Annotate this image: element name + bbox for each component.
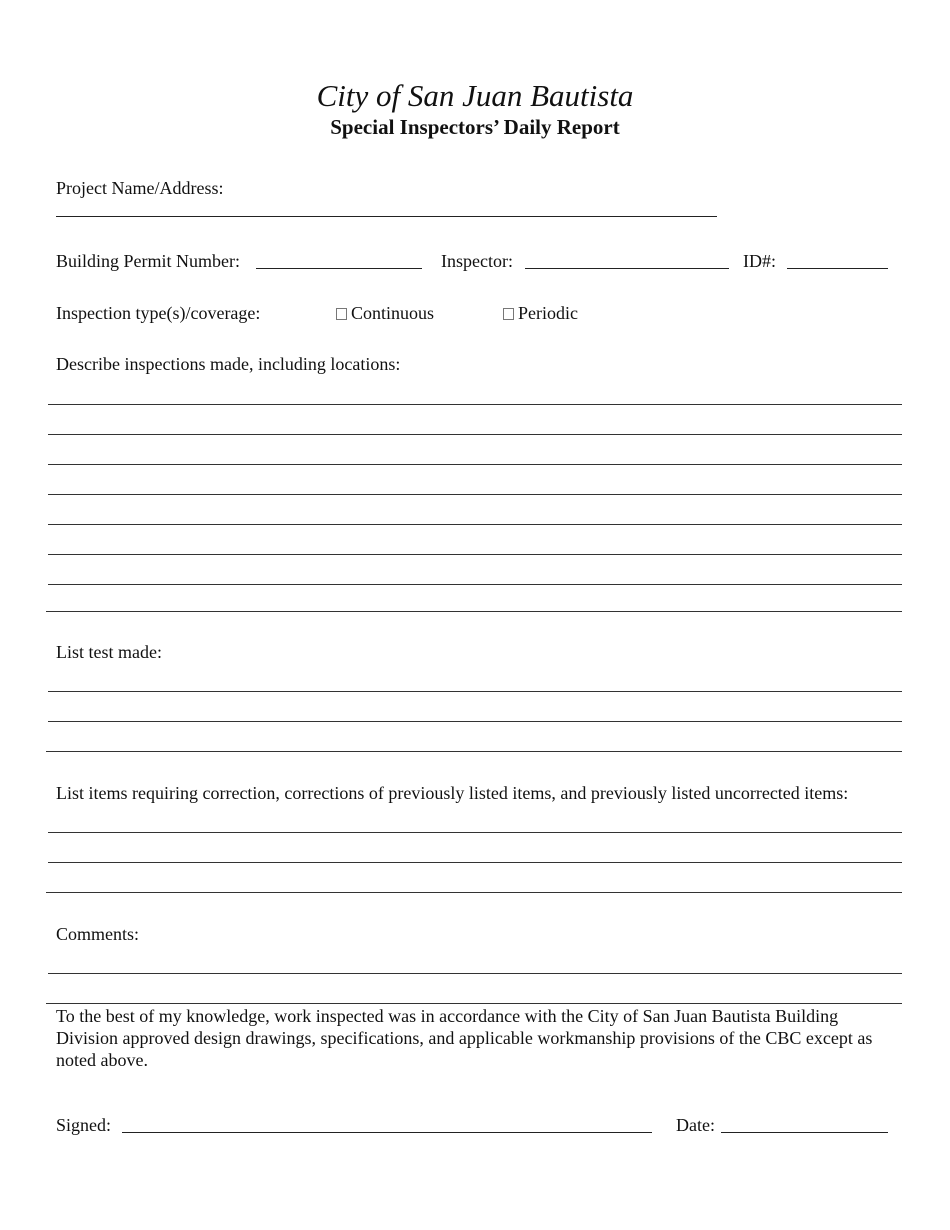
date-input-line[interactable] xyxy=(721,1132,888,1133)
project-label: Project Name/Address: xyxy=(56,178,224,198)
project-input-line[interactable] xyxy=(56,216,717,217)
id-input-line[interactable] xyxy=(787,268,888,269)
signed-label: Signed: xyxy=(56,1115,112,1135)
periodic-checkbox[interactable] xyxy=(503,308,514,320)
page-subtitle: Special Inspectors’ Daily Report xyxy=(330,115,620,139)
tests-line[interactable] xyxy=(48,691,902,692)
describe-line[interactable] xyxy=(48,494,902,495)
describe-line[interactable] xyxy=(48,524,902,525)
corrections-line[interactable] xyxy=(48,832,902,833)
describe-line[interactable] xyxy=(48,404,902,405)
comments-line[interactable] xyxy=(46,1003,902,1004)
periodic-label: Periodic xyxy=(518,303,578,323)
continuous-option[interactable] xyxy=(336,303,434,324)
permit-input-line[interactable] xyxy=(256,268,422,269)
permit-label: Building Permit Number: xyxy=(56,251,240,271)
inspection-type-label: Inspection type(s)/coverage: xyxy=(56,303,261,323)
corrections-line[interactable] xyxy=(48,862,902,863)
continuous-checkbox[interactable] xyxy=(336,308,347,320)
comments-label: Comments: xyxy=(56,924,140,944)
certification-statement: To the best of my knowledge, work inspected was in accordance with the City of San Juan Bautista Building Division approved design drawings, specifications, and applicable workmanship provisions of the CBC except as noted above. xyxy=(56,1006,873,1070)
page-title: City of San Juan Bautista xyxy=(316,78,634,113)
corrections-label: List items requiring correction, corrections of previously listed items, and previously listed uncorrected items: xyxy=(56,783,849,803)
comments-line[interactable] xyxy=(48,973,902,974)
describe-line[interactable] xyxy=(48,554,902,555)
tests-line[interactable] xyxy=(48,721,902,722)
describe-line[interactable] xyxy=(48,584,902,585)
describe-label: Describe inspections made, including locations: xyxy=(56,354,401,374)
continuous-label: Continuous xyxy=(351,303,435,323)
inspector-input-line[interactable] xyxy=(525,268,729,269)
periodic-option[interactable] xyxy=(503,303,578,324)
date-label: Date: xyxy=(676,1115,715,1135)
tests-line[interactable] xyxy=(46,751,902,752)
describe-line[interactable] xyxy=(48,464,902,465)
describe-line[interactable] xyxy=(48,434,902,435)
signature-input-line[interactable] xyxy=(122,1132,652,1133)
inspector-label: Inspector: xyxy=(441,251,513,271)
id-label: ID#: xyxy=(743,251,776,271)
describe-line[interactable] xyxy=(46,611,902,612)
corrections-line[interactable] xyxy=(46,892,902,893)
tests-label: List test made: xyxy=(56,642,162,662)
